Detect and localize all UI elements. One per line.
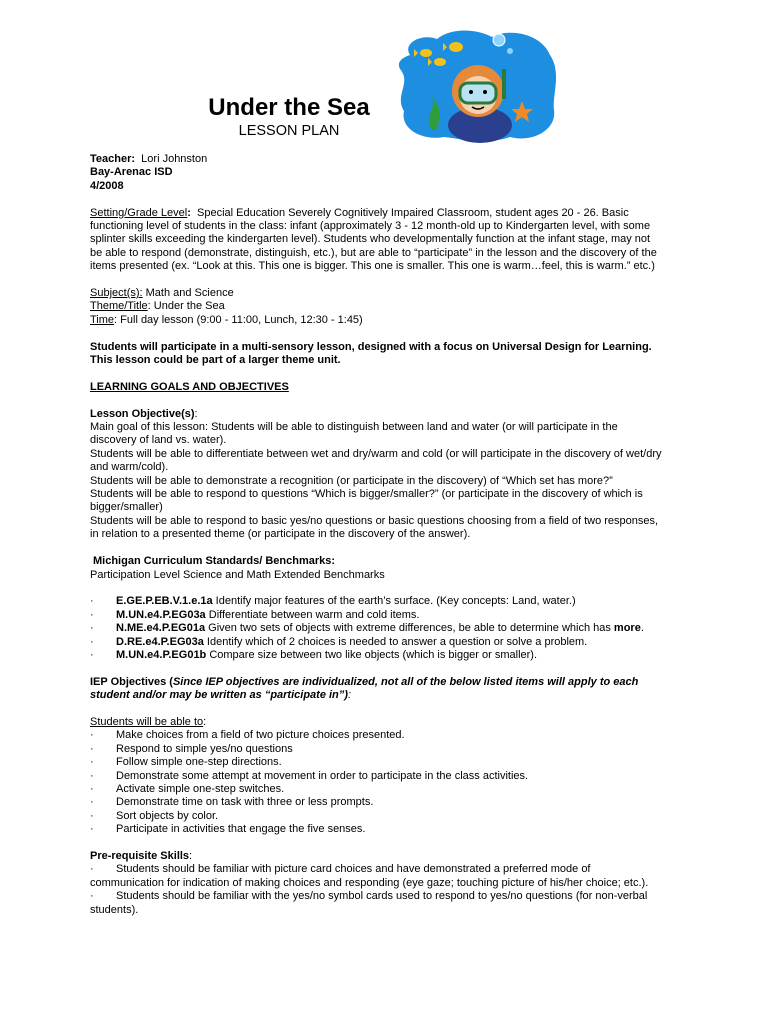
list-item — [90, 649, 686, 662]
theme-label: Theme/Title — [90, 300, 148, 313]
lesson-date: 4/2008 — [90, 179, 124, 192]
iep-tail: : — [347, 689, 351, 702]
list-item — [90, 783, 686, 796]
benchmark-text: Compare size between two like objects (which is bigger or smaller). — [206, 648, 538, 661]
objective-line: Main goal of this lesson: Students will be able to distinguish between land and water (or will participate in the — [90, 421, 618, 434]
list-item — [90, 810, 686, 823]
prereq-text: Students should be familiar with the yes/no symbol cards used to respond to yes/no questions (for non-verbal — [116, 890, 648, 903]
benchmark-tail: . — [640, 622, 644, 635]
objectives-section — [90, 408, 686, 542]
theme-value: : Under the Sea — [147, 300, 225, 313]
iep-note: Since IEP objectives are individualized, not all of the below listed items will apply to each — [172, 675, 639, 688]
iep-item: Make choices from a field of two picture choices presented. — [116, 729, 405, 742]
standards-subheading: Participation Level Science and Math Extended Benchmarks — [90, 568, 385, 581]
bullet: · — [90, 622, 94, 635]
bullet: · — [90, 729, 94, 742]
list-item — [90, 823, 686, 836]
standards-section — [90, 555, 686, 662]
bullet: · — [90, 890, 94, 903]
list-item — [90, 622, 686, 635]
list-item — [90, 863, 686, 876]
list-item — [90, 636, 686, 649]
page-subtitle: LESSON PLAN — [238, 123, 340, 139]
organization: Bay-Arenac ISD — [90, 166, 173, 179]
time-label: Time — [90, 313, 115, 326]
objective-colon: : — [194, 407, 198, 420]
iep-item: Demonstrate some attempt at movement in order to participate in the class activities. — [116, 769, 529, 782]
subject-section — [90, 287, 686, 327]
subject-value: Math and Science — [145, 287, 234, 300]
under-the-sea-illustration — [392, 25, 558, 143]
bullet: · — [90, 595, 94, 608]
iep-item: Demonstrate time on task with three or less prompts. — [116, 796, 374, 809]
bullet: · — [90, 608, 94, 621]
iep-item: Sort objects by color. — [116, 809, 219, 822]
benchmark-code: M.UN.e4.P.EG01b — [116, 648, 207, 661]
iep-item: Respond to simple yes/no questions — [116, 742, 293, 755]
iep-item: Follow simple one-step directions. — [116, 756, 282, 769]
list-item — [90, 890, 686, 903]
bubble-icon — [493, 34, 505, 46]
benchmark-text: Given two sets of objects with extreme differences, be able to determine which has — [205, 622, 614, 635]
setting-line: functioning level of students in the class: infant (approximately 3 - 12 month-old up to Kindergarten level, with some — [90, 220, 651, 233]
prereq-label: Pre-requisite Skills — [90, 849, 190, 862]
objective-label: Lesson Objective(s) — [90, 407, 195, 420]
page-title: Under the Sea — [208, 94, 370, 121]
iep-item: Activate simple one-step switches. — [116, 782, 285, 795]
teacher-line — [90, 153, 686, 166]
list-item — [90, 729, 686, 742]
iep-item: Participate in activities that engage the five senses. — [116, 823, 366, 836]
intro-line: This lesson could be part of a larger theme unit. — [90, 354, 341, 367]
list-item — [90, 770, 686, 783]
prereq-text: communication for indication of making choices and responding (eye gaze; touching picture of his/her choice; etc.). — [90, 876, 649, 889]
prereq-section — [90, 850, 686, 917]
objective-line: and warm/cold). — [90, 461, 169, 474]
document-body — [90, 153, 686, 917]
objective-line: discovery of land vs. water). — [90, 434, 227, 447]
objective-line: Students will be able to respond to basic yes/no questions or basic questions choosing from a field of two responses, — [90, 514, 659, 527]
benchmark-code: N.ME.e4.P.EG01a — [116, 622, 206, 635]
bullet: · — [90, 769, 94, 782]
bullet: · — [90, 809, 94, 822]
list-item — [90, 595, 686, 608]
bullet: · — [90, 742, 94, 755]
intro-line: Students will participate in a multi-sensory lesson, designed with a focus on Universal Design for Learning. — [90, 340, 652, 353]
able-label: Students will be able to — [90, 715, 204, 728]
bullet: · — [90, 863, 94, 876]
standards-heading: Michigan Curriculum Standards/ Benchmarks: — [93, 555, 336, 568]
goals-heading: LEARNING GOALS AND OBJECTIVES — [90, 380, 289, 393]
setting-line: items presented (ex. “Look at this. This one is bigger. This one is smaller. This one is warm…feel, this is warm.” etc.) — [90, 260, 655, 273]
objective-line: Students will be able to differentiate between wet and dry/warm and cold (or will participate in the discovery of wet/dry — [90, 447, 662, 460]
prereq-text: students). — [90, 903, 139, 916]
bubble-icon — [507, 48, 513, 54]
benchmark-text: Identify major features of the earth’s surface. (Key concepts: Land, water.) — [212, 595, 576, 608]
prereq-text: Students should be familiar with picture card choices and have demonstrated a preferred mode of — [116, 863, 591, 876]
subject-label: Subject(s): — [90, 287, 143, 300]
objective-line: Students will be able to demonstrate a recognition (or participate in the discovery) of “Which set has more?” — [90, 474, 613, 487]
able-colon: : — [203, 715, 207, 728]
bullet: · — [90, 648, 94, 661]
time-value: : Full day lesson (9:00 - 11:00, Lunch, 12:30 - 1:45) — [114, 313, 363, 326]
benchmark-text: Identify which of 2 choices is needed to answer a question or solve a problem. — [203, 635, 588, 648]
objective-line: bigger/smaller) — [90, 501, 163, 514]
setting-section — [90, 207, 686, 274]
teacher-name: Lori Johnston — [141, 153, 208, 165]
objective-line: Students will be able to respond to questions “Which is bigger/smaller?” (or participate in the discovery of which is — [90, 488, 643, 501]
bullet: · — [90, 756, 94, 769]
iep-label: IEP Objectives ( — [90, 675, 173, 688]
benchmark-code: M.UN.e4.P.EG03a — [116, 608, 206, 621]
iep-note: student and/or may be written as “participate in”) — [90, 689, 348, 702]
benchmark-emphasis: more — [613, 622, 641, 635]
teacher-label: Teacher: — [90, 153, 136, 165]
bullet: · — [90, 782, 94, 795]
bullet: · — [90, 635, 94, 648]
bullet: · — [90, 796, 94, 809]
benchmark-code: E.GE.P.EB.V.1.e.1a — [116, 595, 213, 608]
list-item — [90, 796, 686, 809]
title-block — [203, 94, 375, 140]
objective-line: in relation to a presented theme (or participate in the discovery of the answer). — [90, 528, 471, 541]
prereq-colon: : — [189, 849, 193, 862]
list-item — [90, 609, 686, 622]
setting-label: Setting/Grade Level — [90, 206, 188, 219]
setting-line: Special Education Severely Cognitively Impaired Classroom, student ages 20 - 26. Basic — [197, 206, 629, 219]
list-item — [90, 756, 686, 769]
benchmark-text: Differentiate between warm and cold items. — [205, 608, 420, 621]
iep-section — [90, 676, 686, 837]
setting-line: splinter skills exceeding the kindergarten level). Students who developmentally function at the infant stage, may not — [90, 233, 651, 246]
setting-line: be able to respond (demonstrate, distinguish, etc.), but are able to “participate” in the lesson and the discovery of the — [90, 246, 657, 259]
benchmark-code: D.RE.e4.P.EG03a — [116, 635, 204, 648]
setting-colon: : — [187, 206, 191, 219]
list-item — [90, 743, 686, 756]
bullet: · — [90, 823, 94, 836]
